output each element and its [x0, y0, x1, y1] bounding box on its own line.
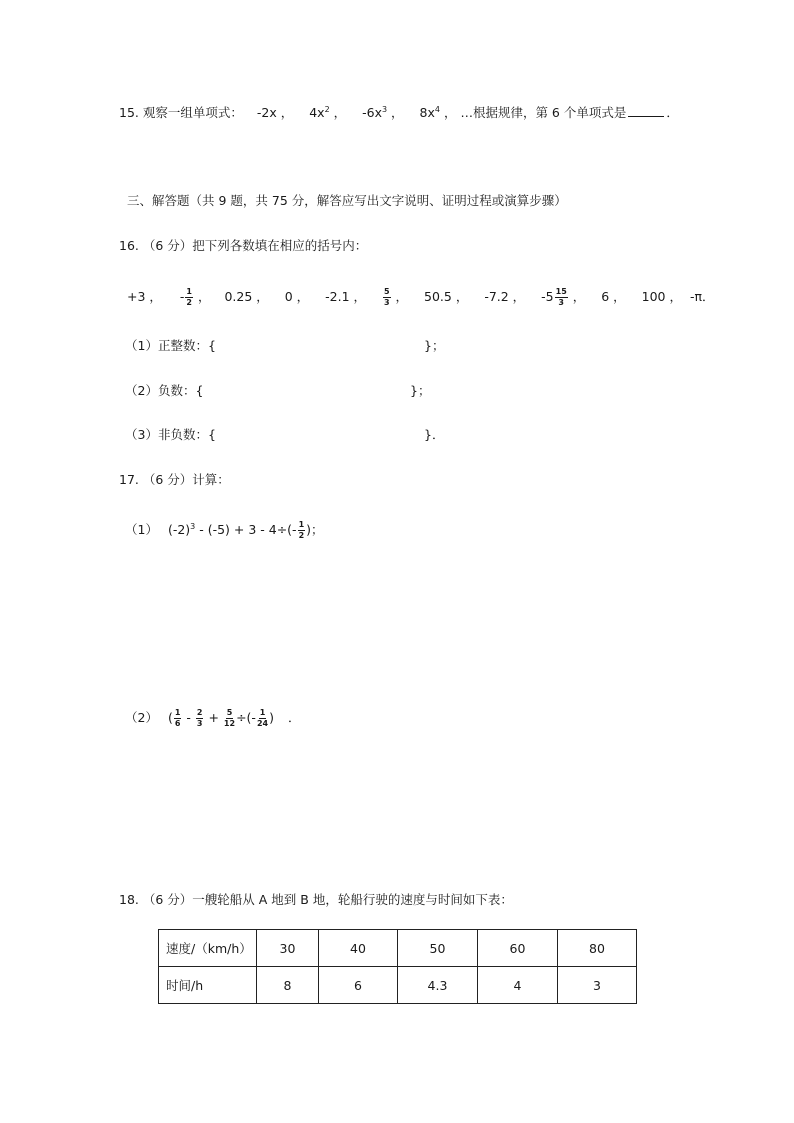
number-item: 100 — [641, 289, 666, 304]
table-row — [159, 967, 637, 1004]
table-cell: 6 — [319, 967, 398, 1004]
bracket-close: }； — [410, 383, 431, 398]
number-item: $\frac{5}{3}$ — [383, 287, 390, 307]
table-cell: 30 — [257, 930, 319, 967]
part-negative-numbers: （2）负数：{ — [125, 383, 204, 398]
question-rest: …根据规律，第 6 个单项式是 — [460, 105, 627, 120]
question-text: （6 分）计算： — [142, 472, 230, 487]
bracket-close: }； — [424, 338, 445, 353]
question-number: 18. — [119, 892, 139, 907]
calc-part-2: （2） ( $\frac{1}{6}$ - $\frac{2}{3}$ + $\frac{5}{12}$ ÷(- $\frac{1}{24}$ ) ． — [125, 708, 301, 728]
table-cell: 时间/h — [159, 967, 257, 1004]
part-positive-integers: （1）正整数：{ — [125, 338, 216, 353]
number-item: +3 — [127, 289, 146, 304]
bracket-close: }． — [424, 427, 445, 442]
number-item: - $\frac{1}{2}$ — [179, 287, 192, 307]
number-item: -π — [689, 289, 702, 304]
question-17-stem — [119, 470, 230, 488]
table-row — [159, 930, 637, 967]
question-text: （6 分）把下列各数填在相应的括号内： — [142, 238, 368, 253]
table-cell: 80 — [558, 930, 637, 967]
question-number: 15. — [119, 105, 139, 120]
section-heading: 三、解答题（共 9 题，共 75 分，解答应写出文字说明、证明过程或演算步骤） — [127, 193, 567, 208]
number-item: -5 $\frac{15}{3}$ — [541, 287, 567, 307]
question-15: 15. 观察一组单项式： -2x ， $4x^2$ ， $-6x^3$ ， $8x^4$ ， …根据规律，第 6 个单项式是 ． — [119, 104, 679, 120]
question-intro: 观察一组单项式： — [142, 105, 243, 120]
monomial-term: $-6x^3$ — [362, 104, 388, 120]
number-item: 50.5 — [424, 289, 452, 304]
question-number: 17. — [119, 472, 139, 487]
table-cell: 4 — [478, 967, 558, 1004]
number-item: 0 — [284, 289, 293, 304]
table-cell: 8 — [257, 967, 319, 1004]
speed-time-table — [158, 929, 637, 1004]
number-list: +3 ， - $\frac{1}{2}$ ， 0.25 ， 0 ， -2.1 ， $\frac{5}{3}$ ， 50.5 ， -7.2 ， -5 $\frac{15}{3}$ ， 6 ， 100 ， -π． — [127, 287, 715, 307]
table-cell: 3 — [558, 967, 637, 1004]
calc-part-1: （1） $(-2)^3 - (-5) + 3 - 4\div(-$ $\frac{1}{2}$ )； — [125, 520, 324, 541]
answer-blank — [628, 105, 664, 117]
number-item: 0.25 — [224, 289, 253, 304]
table-cell: 50 — [398, 930, 478, 967]
number-item: -7.2 — [484, 289, 509, 304]
table-cell: 60 — [478, 930, 558, 967]
monomial-term: $8x^4$ — [419, 104, 440, 120]
part-nonnegative-numbers: （3）非负数：{ — [125, 427, 216, 442]
question-number: 16. — [119, 238, 139, 253]
table-cell: 4.3 — [398, 967, 478, 1004]
table-cell: 40 — [319, 930, 398, 967]
monomial-term: -2x — [256, 105, 277, 120]
table-cell: 速度/（km/h） — [159, 930, 257, 967]
question-18-stem — [119, 890, 513, 908]
monomial-term: $4x^2$ — [309, 104, 330, 120]
question-text: （6 分）一艘轮船从 A 地到 B 地，轮船行驶的速度与时间如下表： — [142, 892, 513, 907]
number-item: 6 — [601, 289, 610, 304]
number-item: -2.1 — [325, 289, 350, 304]
question-16-stem — [119, 236, 367, 254]
